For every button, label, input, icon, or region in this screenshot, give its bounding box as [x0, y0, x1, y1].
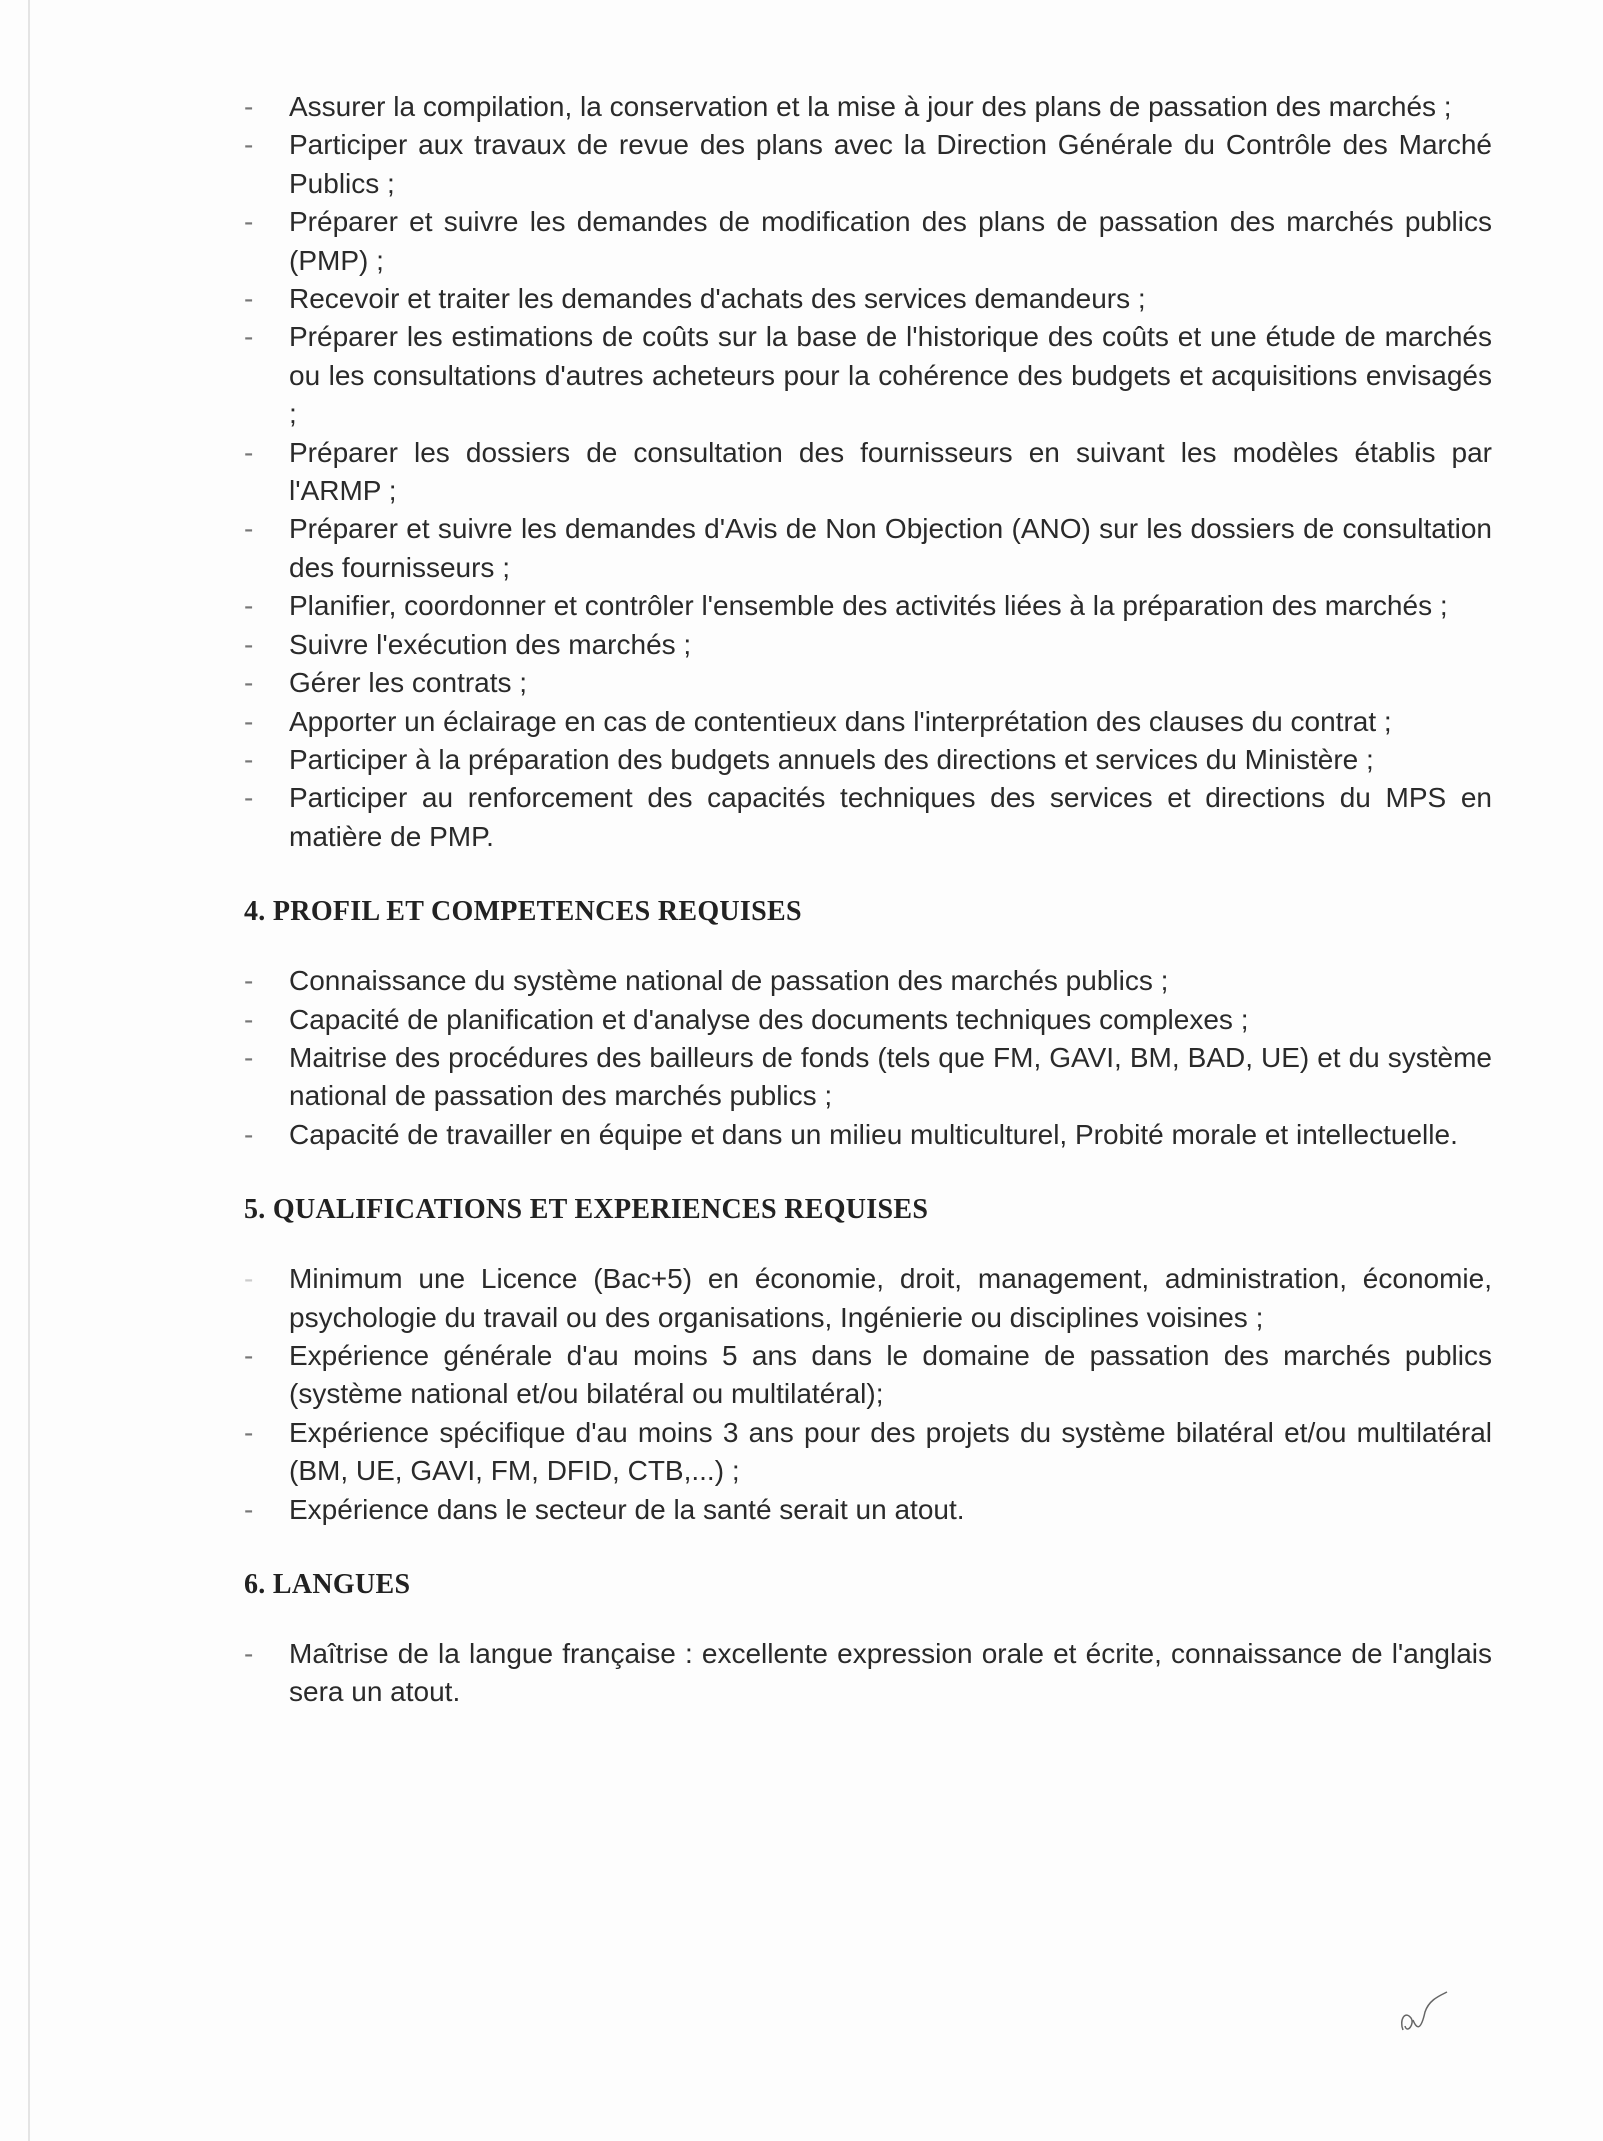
bullet: -	[244, 91, 254, 122]
item-text: Assurer la compilation, la conservation et la mise à jour des plans de passation des marchés ;	[289, 91, 1452, 122]
bullet: -	[244, 965, 254, 997]
list-item	[244, 88, 1492, 126]
item-text: Capacité de planification et d'analyse des documents techniques complexes ;	[289, 1003, 1249, 1035]
item-text: Gérer les contrats ;	[289, 667, 528, 699]
bullet: -	[244, 321, 254, 353]
section-heading-qualifications: 5. QUALIFICATIONS ET EXPERIENCES REQUISES	[244, 1194, 929, 1226]
bullet: -	[244, 1638, 254, 1669]
item-text: Préparer les estimations de coûts sur la base de l'historique des coûts et une étude de marchés ou les consultations d'autres acheteurs pour la cohérence des budgets et acquisitions envisagés ;	[289, 321, 1492, 430]
bullet: -	[244, 743, 254, 775]
langues-list	[244, 1635, 1492, 1712]
bullet: -	[244, 1339, 254, 1371]
list-item	[244, 962, 1492, 1000]
bullet: -	[244, 1416, 254, 1448]
scan-edge	[28, 0, 30, 2141]
initials-signature	[1395, 1990, 1455, 2040]
missions-list	[244, 88, 1492, 856]
item-text: Minimum une Licence (Bac+5) en économie, droit, management, administration, économie, psychologie du travail ou des organisations, Ingénierie ou disciplines voisines ;	[289, 1263, 1492, 1333]
document-page	[244, 88, 1492, 1712]
list-item	[244, 1414, 1492, 1491]
item-text: Recevoir et traiter les demandes d'achats des services demandeurs ;	[289, 283, 1146, 315]
item-text: Préparer et suivre les demandes d'Avis de Non Objection (ANO) sur les dossiers de consultation des fournisseurs ;	[289, 513, 1492, 583]
list-item	[244, 1001, 1492, 1039]
bullet: -	[244, 129, 254, 161]
bullet: -	[244, 1003, 254, 1035]
list-item	[244, 626, 1492, 664]
item-text: Participer aux travaux de revue des plans avec la Direction Générale du Contrôle des Marché Publics ;	[289, 129, 1492, 199]
list-item	[244, 280, 1492, 318]
bullet: -	[244, 206, 254, 238]
item-text: Capacité de travailler en équipe et dans un milieu multiculturel, Probité morale et intellectuelle.	[289, 1118, 1458, 1150]
bullet: -	[244, 782, 254, 814]
bullet: -	[244, 1263, 254, 1295]
list-item	[244, 703, 1492, 741]
item-text: Participer au renforcement des capacités techniques des services et directions du MPS en matière de PMP.	[289, 782, 1492, 852]
item-text: Expérience spécifique d'au moins 3 ans pour des projets du système bilatéral et/ou multilatéral (BM, UE, GAVI, FM, DFID, CTB,...) ;	[289, 1416, 1492, 1487]
bullet: -	[244, 436, 254, 468]
profil-list	[244, 962, 1492, 1154]
list-item	[244, 1116, 1492, 1154]
bullet: -	[244, 1041, 254, 1073]
section-heading-profil: 4. PROFIL ET COMPETENCES REQUISES	[244, 896, 802, 928]
qualifications-list	[244, 1260, 1492, 1529]
list-item	[244, 1635, 1492, 1712]
bullet: -	[244, 1118, 254, 1150]
bullet: -	[244, 667, 254, 699]
bullet: -	[244, 628, 254, 660]
list-item	[244, 1039, 1492, 1116]
bullet: -	[244, 590, 254, 622]
item-text: Apporter un éclairage en cas de contentieux dans l'interprétation des clauses du contrat ;	[289, 705, 1392, 737]
list-item	[244, 779, 1492, 856]
item-text: Préparer les dossiers de consultation des fournisseurs en suivant les modèles établis par l'ARMP ;	[289, 436, 1492, 507]
item-text: Préparer et suivre les demandes de modification des plans de passation des marchés publics (PMP) ;	[289, 206, 1492, 276]
list-item	[244, 741, 1492, 779]
list-item	[244, 203, 1492, 280]
item-text: Maîtrise de la langue française : excellente expression orale et écrite, connaissance de l'anglais sera un atout.	[289, 1638, 1492, 1708]
list-item	[244, 510, 1492, 587]
item-text: Connaissance du système national de passation des marchés publics ;	[289, 965, 1169, 997]
item-text: Suivre l'exécution des marchés ;	[289, 628, 692, 660]
item-text: Planifier, coordonner et contrôler l'ensemble des activités liées à la préparation des marchés ;	[289, 590, 1448, 622]
section-heading-langues: 6. LANGUES	[244, 1569, 411, 1600]
list-item	[244, 1337, 1492, 1414]
bullet: -	[244, 1493, 254, 1525]
item-text: Maitrise des procédures des bailleurs de fonds (tels que FM, GAVI, BM, BAD, UE) et du système national de passation des marchés publics ;	[289, 1041, 1492, 1112]
list-item	[244, 126, 1492, 203]
list-item	[244, 1491, 1492, 1529]
bullet: -	[244, 283, 254, 315]
item-text: Expérience dans le secteur de la santé serait un atout.	[289, 1493, 965, 1525]
list-item	[244, 664, 1492, 702]
bullet: -	[244, 705, 254, 737]
list-item	[244, 1260, 1492, 1337]
item-text: Participer à la préparation des budgets annuels des directions et services du Ministère ;	[289, 743, 1374, 775]
list-item	[244, 318, 1492, 433]
item-text: Expérience générale d'au moins 5 ans dans le domaine de passation des marchés publics (système national et/ou bilatéral ou multilatéral);	[289, 1339, 1492, 1410]
bullet: -	[244, 513, 254, 545]
list-item	[244, 434, 1492, 511]
list-item	[244, 587, 1492, 625]
